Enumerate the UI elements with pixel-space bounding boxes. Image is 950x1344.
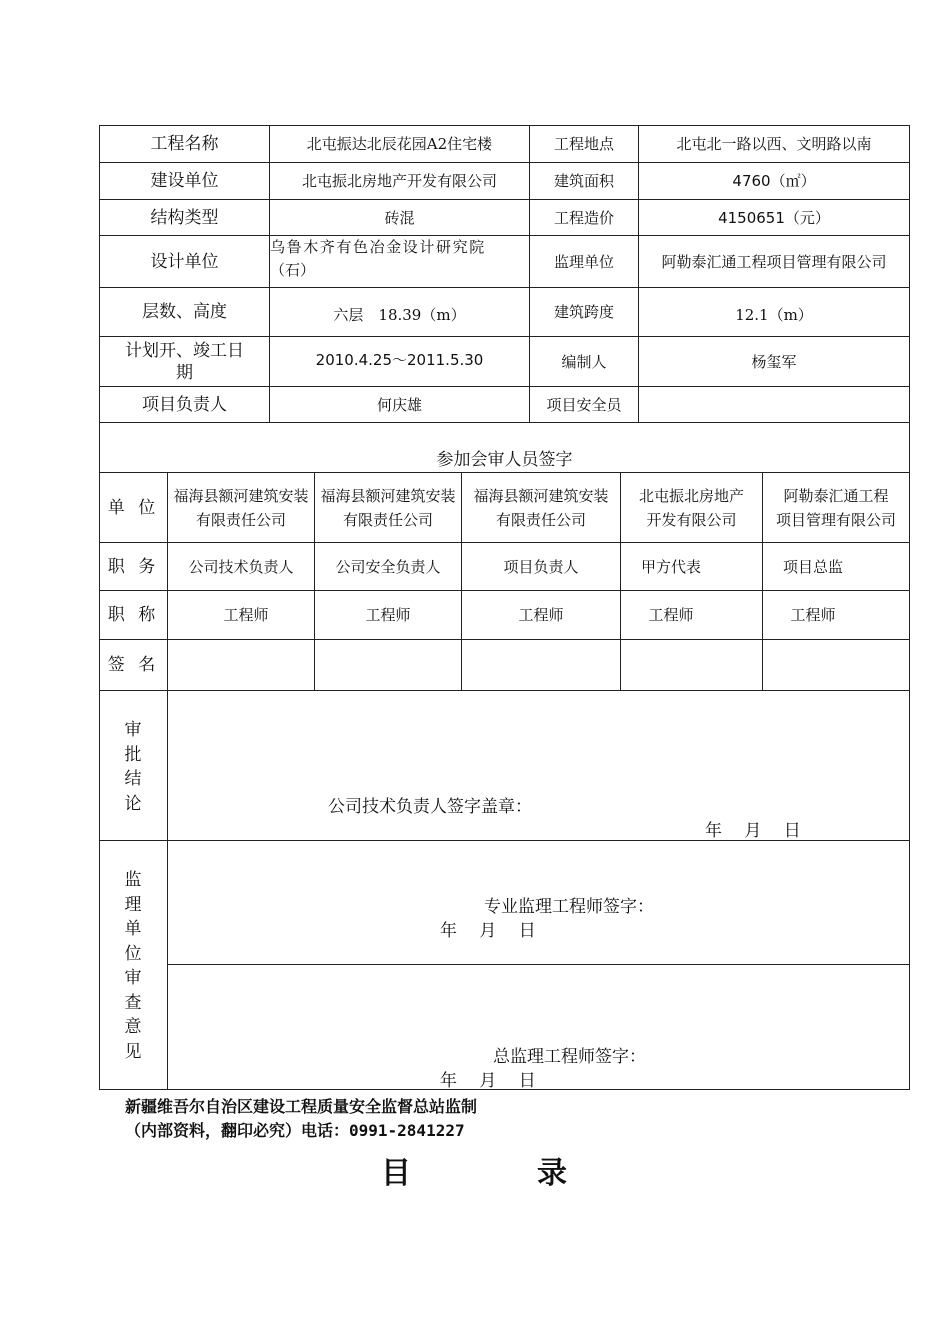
floors-value: 六层 18.39（m） [333, 306, 466, 324]
engineer-date: 年 月 日 [440, 921, 536, 941]
supervision-label-char: 审 [124, 968, 142, 988]
unit-4-line2: 开发有限公司 [646, 510, 737, 529]
toc-title-char-1: 目 [381, 1156, 411, 1191]
title-label: 职 称 [107, 605, 160, 625]
manager-label: 项目负责人 [142, 394, 227, 415]
approval-date: 年 月 日 [705, 821, 801, 841]
signatures-heading: 参加会审人员签字 [436, 450, 573, 470]
supervision-label-char: 单 [124, 919, 142, 939]
supervision-label [123, 868, 143, 1064]
project-name-label: 工程名称 [150, 134, 219, 154]
unit-2-line1: 福海县额河建筑安装 [320, 486, 456, 505]
supervision-label-char: 查 [124, 992, 142, 1013]
floors-label: 层数、高度 [142, 302, 227, 322]
sign-label: 签 名 [107, 655, 160, 675]
project-name-value: 北屯振达北辰花园A2住宅楼 [306, 135, 493, 153]
safety-value [639, 387, 909, 422]
title-4: 工程师 [648, 606, 694, 624]
duty-2: 公司安全负责人 [335, 557, 441, 576]
approval-label-char: 结 [124, 769, 142, 789]
structure-label: 结构类型 [150, 207, 219, 228]
unit-3-line1: 福海县额河建筑安装 [473, 486, 609, 505]
schedule-label [100, 337, 269, 386]
unit-4-line1: 北屯振北房地产 [638, 486, 744, 505]
supervision-label-char: 见 [124, 1041, 142, 1062]
unit-5-line1: 阿勒泰汇通工程 [783, 486, 889, 505]
approval-label [123, 718, 143, 816]
design-label: 设计单位 [150, 251, 219, 272]
supervisor-label: 监理单位 [553, 252, 614, 271]
approval-label-char: 批 [124, 744, 142, 765]
footer-contact: （内部资料，翻印必究）电话：0991-2841227 [125, 1121, 465, 1140]
cost-label: 工程造价 [553, 208, 614, 227]
unit-2-line2: 有限责任公司 [342, 510, 433, 529]
duty-1: 公司技术负责人 [188, 557, 294, 576]
unit-1 [168, 473, 314, 542]
span-label: 建筑跨度 [553, 303, 614, 321]
area-label: 建筑面积 [553, 172, 614, 190]
duty-4: 甲方代表 [640, 557, 701, 576]
approval-sign-text: 公司技术负责人签字盖章： [328, 797, 532, 817]
sign-field-1[interactable] [168, 640, 314, 690]
design-value-line1: 乌鲁木齐有色冶金设计研究院 [270, 238, 486, 256]
sign-field-5[interactable] [763, 640, 909, 690]
unit-1-line1: 福海县额河建筑安装 [173, 486, 309, 505]
cost-value: 4150651（元） [718, 208, 830, 227]
footer-issuer: 新疆维吾尔自治区建设工程质量安全监督总站监制 [125, 1097, 478, 1116]
chief-sign-text: 总监理工程师签字： [493, 1047, 646, 1067]
duty-5: 项目总监 [782, 557, 843, 576]
supervisor-value: 阿勒泰汇通工程项目管理有限公司 [661, 252, 887, 271]
supervision-label-char: 意 [124, 1017, 142, 1037]
unit-3 [462, 473, 620, 542]
design-value [270, 236, 529, 287]
sign-field-3[interactable] [462, 640, 620, 690]
schedule-label-line2: 期 [176, 362, 193, 383]
location-value: 北屯北一路以西、文明路以南 [676, 135, 872, 153]
structure-value: 砖混 [384, 208, 415, 227]
safety-label: 项目安全员 [546, 395, 622, 414]
owner-label: 建设单位 [150, 171, 219, 191]
approval-label-char: 论 [124, 793, 142, 814]
title-2: 工程师 [365, 606, 411, 624]
unit-3-line2: 有限责任公司 [495, 510, 586, 529]
sign-field-2[interactable] [315, 640, 461, 690]
area-value: 4760（㎡） [732, 172, 816, 190]
design-value-line2: （石） [270, 261, 316, 279]
span-value: 12.1（m） [735, 306, 813, 324]
location-label: 工程地点 [553, 135, 614, 153]
unit-4 [621, 473, 762, 542]
manager-value: 何庆雄 [376, 395, 422, 414]
engineer-sign-text: 专业监理工程师签字： [484, 897, 654, 917]
owner-value: 北屯振北房地产开发有限公司 [301, 172, 497, 190]
author-value: 杨玺军 [751, 352, 797, 371]
schedule-label-line1: 计划开、竣工日 [125, 340, 244, 361]
supervision-label-char: 理 [124, 894, 142, 915]
title-1: 工程师 [223, 606, 269, 624]
unit-5-line2: 项目管理有限公司 [775, 510, 896, 529]
toc-title-char-2: 录 [537, 1156, 567, 1191]
chief-date: 年 月 日 [440, 1071, 536, 1091]
author-label: 编制人 [561, 352, 607, 371]
title-3: 工程师 [518, 606, 564, 624]
schedule-value: 2010.4.25～2011.5.30 [315, 350, 484, 369]
supervision-label-char: 位 [124, 943, 142, 964]
unit-1-line2: 有限责任公司 [195, 510, 286, 529]
supervision-label-char: 监 [124, 870, 142, 890]
unit-label: 单 位 [107, 497, 160, 518]
duty-3: 项目负责人 [503, 557, 579, 576]
unit-2 [315, 473, 461, 542]
unit-5 [763, 473, 909, 542]
approval-label-char: 审 [124, 720, 142, 740]
sign-field-4[interactable] [621, 640, 762, 690]
duty-label: 职 务 [107, 556, 160, 577]
title-5: 工程师 [790, 606, 836, 624]
